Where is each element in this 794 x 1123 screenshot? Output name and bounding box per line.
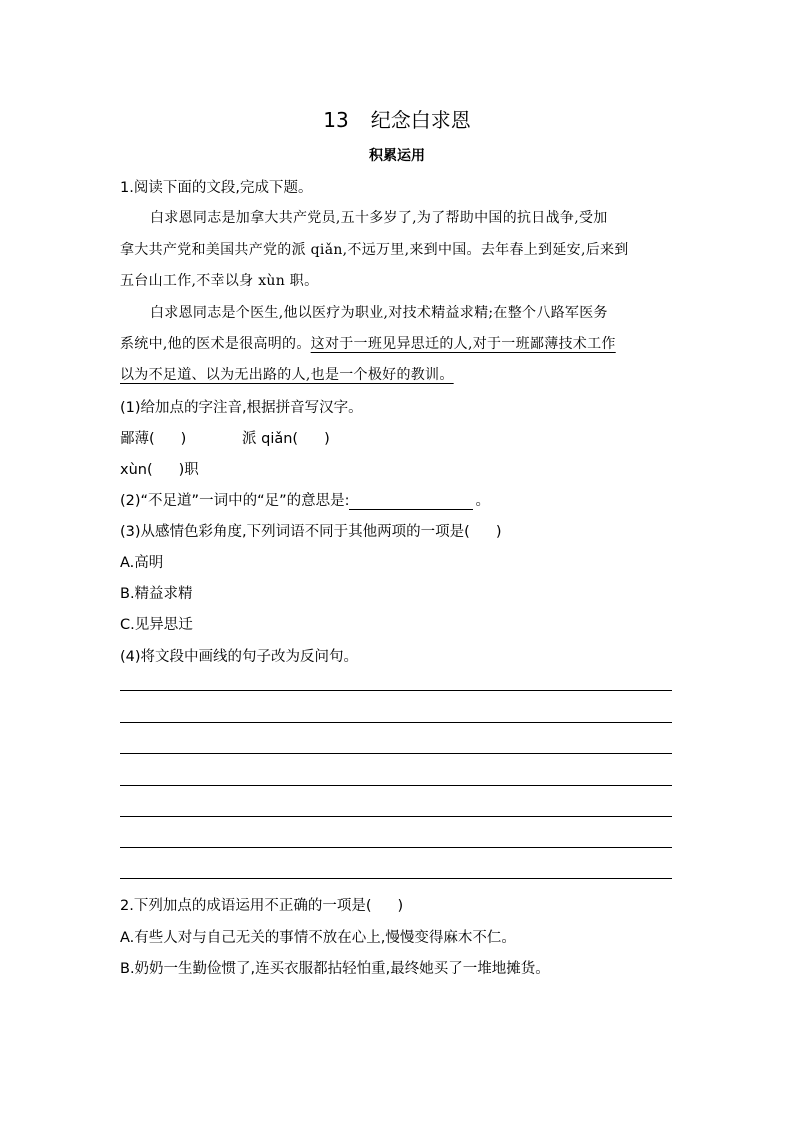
answer-line[interactable] — [120, 816, 672, 817]
q1-sub1-prompt: (1)给加点的字注音,根据拼音写汉字。 — [120, 400, 363, 416]
answer-line[interactable] — [120, 690, 672, 691]
q1-sub3-prompt: (3)从感情色彩角度,下列词语不同于其他两项的一项是( ) — [120, 524, 502, 540]
answer-line[interactable] — [120, 785, 672, 786]
passage-p1-line2: 拿大共产党和美国共产党的派 qiǎn,不远万里,来到中国。去年春上到延安,后来到 — [120, 242, 629, 258]
passage-p2-line1: 白求恩同志是个医生,他以医疗为职业,对技术精益求精;在整个八路军医务 — [150, 305, 608, 321]
page-title — [0, 104, 794, 133]
q1-sub3-option-a: A.高明 — [120, 555, 164, 571]
q1-sub2: (2)“不足道”一词中的“足”的意思是: 。 — [120, 493, 490, 509]
q1-sub1-item2: 派 qiǎn( ) — [242, 431, 330, 447]
answer-line[interactable] — [120, 722, 672, 723]
fill-blank[interactable] — [349, 495, 473, 510]
q1-sub3-option-b: B.精益求精 — [120, 586, 193, 602]
q2-prompt: 2.下列加点的成语运用不正确的一项是( ) — [120, 898, 404, 914]
q1-sub2-prompt: (2)“不足道”一词中的“足”的意思是: — [120, 493, 350, 509]
answer-line[interactable] — [120, 878, 672, 879]
q1-sub3-option-c: C.见异思迁 — [120, 617, 193, 633]
q1-sub1-item1: 鄙薄( ) — [120, 431, 187, 447]
passage-underlined-sentence-part2: 以为不足道、以为无出路的人,也是一个极好的教训。 — [120, 367, 454, 383]
q2-option-b: B.奶奶一生勤俭惯了,连买衣服都拈轻怕重,最终她买了一堆地摊货。 — [120, 961, 550, 977]
passage-p2-line2 — [120, 333, 616, 353]
passage-underlined-sentence-part1: 这对于一班见异思迁的人,对于一班鄙薄技术工作 — [310, 336, 616, 352]
passage-p1-line3: 五台山工作,不幸以身 xùn 职。 — [120, 273, 319, 289]
q1-sub1-item3: xùn( )职 — [120, 462, 199, 478]
passage-p2-line2-plain: 系统中,他的医术是很高明的。 — [120, 336, 311, 352]
q2-option-a: A.有些人对与自己无关的事情不放在心上,慢慢变得麻木不仁。 — [120, 930, 516, 946]
lesson-number: 13 — [323, 108, 349, 132]
passage-p1-line1: 白求恩同志是加拿大共产党员,五十多岁了,为了帮助中国的抗日战争,受加 — [150, 210, 608, 226]
section-heading: 积累运用 — [369, 148, 425, 164]
q1-sub4-prompt: (4)将文段中画线的句子改为反问句。 — [120, 649, 359, 665]
answer-line[interactable] — [120, 847, 672, 848]
q1-prompt: 1.阅读下面的文段,完成下题。 — [120, 180, 313, 196]
lesson-title: 纪念白求恩 — [370, 108, 471, 132]
answer-line[interactable] — [120, 753, 672, 754]
